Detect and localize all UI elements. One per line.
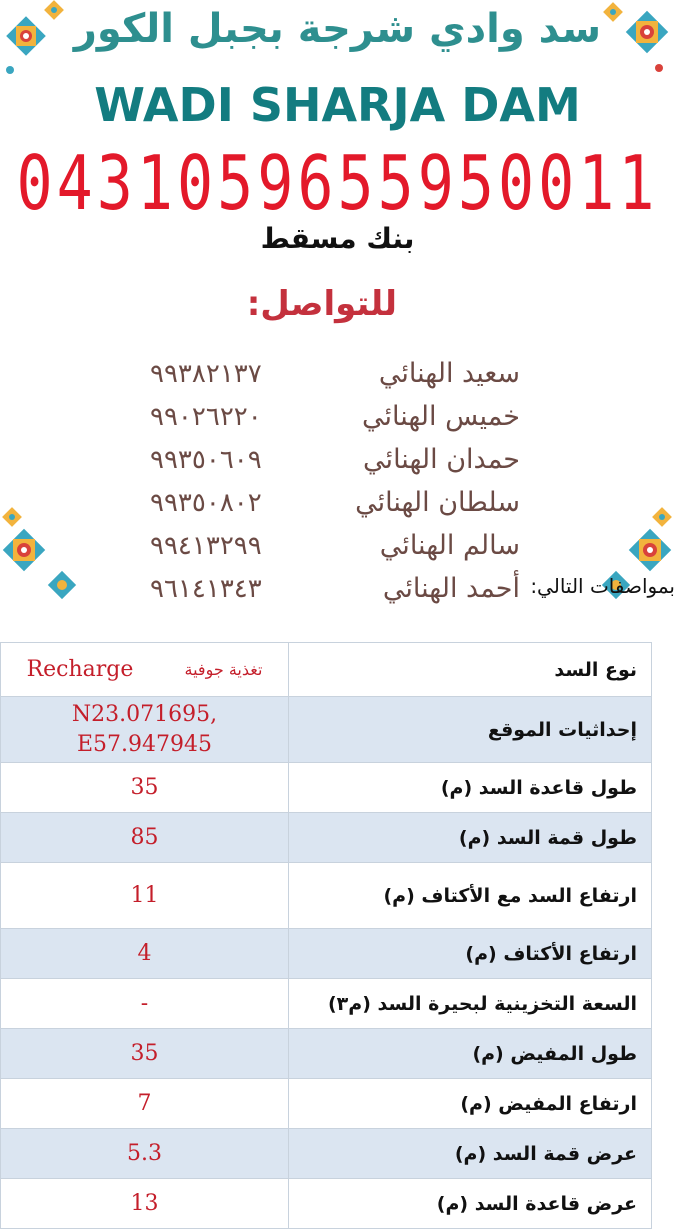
contact-phone: ٩٩٤١٣٢٩٩: [150, 530, 262, 561]
table-row: [1, 1079, 652, 1129]
table-cell-value: -: [1, 979, 289, 1029]
table-row: [1, 1129, 652, 1179]
table-row: [1, 863, 652, 929]
table-cell-value: 4: [1, 929, 289, 979]
ornament-bottom-left-icon: [0, 505, 100, 600]
contact-row: [150, 352, 520, 395]
table-cell-label: طول قمة السد (م): [289, 813, 652, 863]
dam-specs-table: [0, 642, 652, 1229]
coord-line-1: N23.071695,: [71, 701, 218, 727]
table-cell-label: عرض قاعدة السد (م): [289, 1179, 652, 1229]
table-cell-value: 35: [1, 763, 289, 813]
table-cell-label: نوع السد: [289, 643, 652, 697]
cropped-caption: [455, 566, 675, 580]
table-row: [1, 929, 652, 979]
table-cell-label: ارتفاع المفيض (م): [289, 1079, 652, 1129]
table-cell-label: السعة التخزينية لبحيرة السد (م٣): [289, 979, 652, 1029]
table-cell-label: طول المفيض (م): [289, 1029, 652, 1079]
contact-row: [150, 481, 520, 524]
table-row: [1, 979, 652, 1029]
value-english: Recharge: [26, 657, 134, 682]
contact-phone: ٩٩٣٨٢١٣٧: [150, 358, 262, 389]
account-number: 0431059655950011: [16, 140, 659, 228]
table-cell-label: طول قاعدة السد (م): [289, 763, 652, 813]
title-english: WADI SHARJA DAM: [94, 78, 581, 132]
bank-name: بنك مسقط: [260, 222, 415, 255]
dam-poster: [0, 0, 675, 604]
table-cell-value: 11: [1, 863, 289, 929]
contact-name: خميس الهنائي: [361, 401, 520, 432]
contact-name: سالم الهنائي: [379, 530, 520, 561]
contact-phone: ٩٩٣٥٠٦٠٩: [150, 444, 262, 475]
table-cell-value: [1, 643, 289, 697]
table-row: [1, 813, 652, 863]
contact-phone: ٩٩٠٢٦٢٢٠: [150, 401, 262, 432]
table-cell-value: [1, 697, 289, 763]
coord-line-2: E57.947945: [76, 731, 213, 757]
contact-name: أحمد الهنائي: [382, 573, 520, 604]
table-cell-label: ارتفاع الأكتاف (م): [289, 929, 652, 979]
table-cell-label: عرض قمة السد (م): [289, 1129, 652, 1179]
table-cell-label: ارتفاع السد مع الأكتاف (م): [289, 863, 652, 929]
contact-heading: للتواصل:: [246, 284, 397, 324]
contact-phone: ٩٩٣٥٠٨٠٢: [150, 487, 262, 518]
table-row: [1, 697, 652, 763]
table-row: [1, 1179, 652, 1229]
contact-row: [150, 524, 520, 567]
contact-row: [150, 438, 520, 481]
title-arabic: سد وادي شرجة بجبل الكور: [73, 6, 602, 52]
table-cell-value: 7: [1, 1079, 289, 1129]
table-row: [1, 643, 652, 697]
table-cell-value: 85: [1, 813, 289, 863]
table-row: [1, 763, 652, 813]
contact-row: [150, 395, 520, 438]
table-cell-value: 35: [1, 1029, 289, 1079]
contact-phone: ٩٦١٤١٣٤٣: [150, 573, 262, 604]
value-arabic: تغذية جوفية: [184, 660, 263, 679]
table-row: [1, 1029, 652, 1079]
table-cell-value: 5.3: [1, 1129, 289, 1179]
contact-name: حمدان الهنائي: [363, 444, 520, 475]
table-cell-value: 13: [1, 1179, 289, 1229]
contact-name: سعيد الهنائي: [378, 358, 520, 389]
table-cell-label: إحداثيات الموقع: [289, 697, 652, 763]
contact-name: سلطان الهنائي: [355, 487, 520, 518]
